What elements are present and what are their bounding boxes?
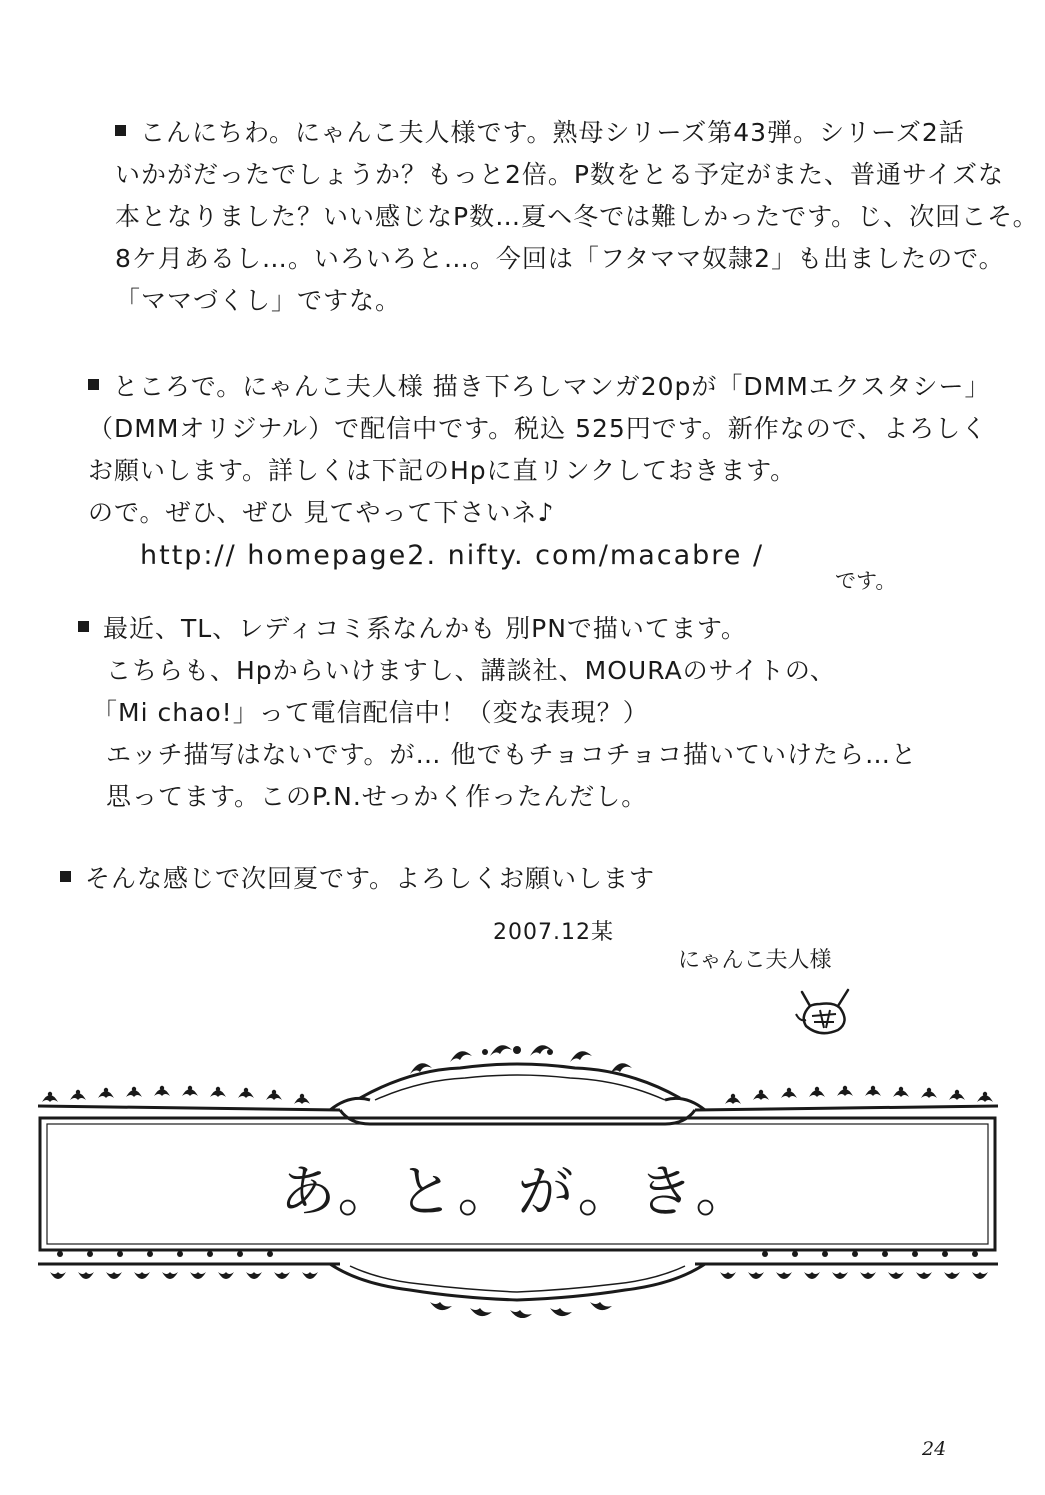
bullet-square-icon: [88, 379, 99, 390]
paragraph-line: いかがだったでしょうか？もっと2倍。P数をとる予定がまた、普通サイズな: [115, 160, 1004, 189]
paragraph-line: 思ってます。このP.N.せっかく作ったんだし。: [106, 782, 648, 811]
paragraph-line: 最近、TL、レディコミ系なんかも 別PNで描いてます。: [78, 608, 958, 650]
afterword-bottom-ornament: [30, 1258, 1005, 1318]
bullet-square-icon: [60, 871, 71, 882]
paragraph-line: （DMMオリジナル）で配信中です。税込 525円です。新作なので、よろしく: [88, 414, 988, 443]
paragraph-dmm-notice: [88, 366, 991, 534]
paragraph-line: 「ママづくし」ですな。: [115, 286, 402, 315]
paragraph-line: ので。ぜひ、ぜひ 見てやって下さいネ♪: [88, 498, 555, 527]
paragraph-line: エッチ描写はないです。が… 他でもチョコチョコ描いていけたら…と: [106, 740, 917, 769]
paragraph-closing: [60, 858, 940, 900]
paragraph-greeting: [115, 112, 1039, 322]
paragraph-line: 「Mi chao!」って電信配信中！（変な表現？）: [92, 698, 649, 727]
bullet-square-icon: [115, 125, 126, 136]
author-signature: にゃんこ夫人様: [678, 948, 832, 973]
homepage-url-suffix: です。: [835, 569, 897, 593]
paragraph-line: そんな感じで次回夏です。よろしくお願いします: [60, 858, 940, 900]
paragraph-line: こちらも、Hpからいけますし、講談社、MOURAのサイトの、: [106, 656, 836, 685]
bullet-square-icon: [78, 621, 89, 632]
page-number: 24: [922, 1438, 947, 1460]
homepage-url: http:// homepage2. nifty. com/macabre /: [140, 540, 765, 571]
paragraph-line: こんにちわ。にゃんこ夫人様です。熟母シリーズ第43弾。シリーズ2話: [115, 112, 995, 154]
date-stamp: 2007.12某: [493, 920, 614, 945]
paragraph-tl-notice: [78, 608, 958, 818]
paragraph-line: お願いします。詳しくは下記のHpに直リンクしておきます。: [88, 456, 797, 485]
afterword-title: あ。と。が。き。: [279, 1160, 756, 1225]
cat-doodle-icon: [790, 982, 860, 1040]
paragraph-line: 8ケ月あるし…。いろいろと…。今回は「フタママ奴隷2」も出ましたので。: [115, 244, 1005, 273]
paragraph-line: 本となりました？いい感じなP数…夏ヘ冬では難しかったです。じ、次回こそ。: [115, 202, 1039, 231]
afterword-ornamental-frame: [30, 1040, 1005, 1260]
paragraph-line: ところで。にゃんこ夫人様 描き下ろしマンガ20pが「DMMエクスタシー」: [88, 366, 968, 408]
